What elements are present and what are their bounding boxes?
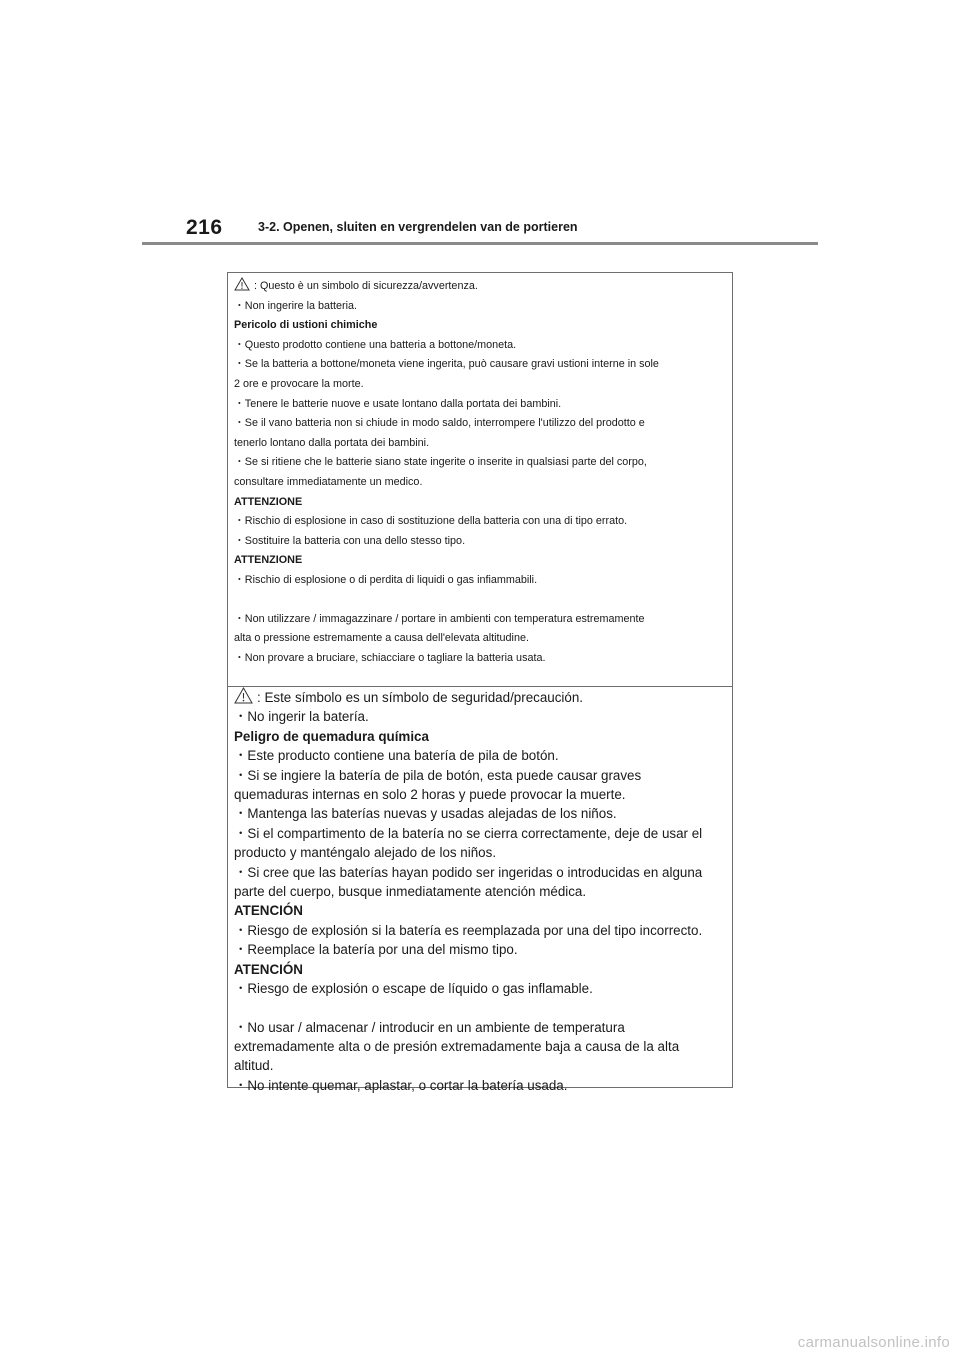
spanish-warning-section (228, 687, 732, 1093)
italian-text-line: ・Non utilizzare / immagazzinare / portare in ambienti con temperatura estremamente (234, 612, 645, 625)
italian-text-line: tenerlo lontano dalla portata dei bambini. (234, 436, 430, 449)
spanish-text-line: producto y manténgalo alejado de los niños. (234, 845, 497, 861)
italian-text-line: ATTENZIONE (234, 554, 303, 567)
italian-text-line: ・Se il vano batteria non si chiude in modo saldo, interrompere l'utilizzo del prodotto e (234, 417, 645, 430)
spanish-text-line: ・Riesgo de explosión si la batería es reemplazada por una del tipo incorrecto. (234, 922, 703, 938)
page-header (0, 212, 960, 246)
warning-triangle-icon (234, 687, 253, 704)
spanish-text-line: ・No ingerir la batería. (234, 709, 369, 725)
page-number: 216 (186, 216, 223, 239)
italian-text-line: ・Questo prodotto contiene una batteria a bottone/moneta. (234, 338, 517, 351)
spanish-symbol-line (234, 687, 726, 707)
spanish-text-line: Peligro de quemadura química (234, 728, 429, 744)
italian-text-line: ・Non provare a bruciare, schiacciare o tagliare la batteria usata. (234, 651, 546, 664)
italian-lines (234, 297, 726, 591)
spanish-text-line: ・No usar / almacenar / introducir en un ambiente de temperatura (234, 1019, 625, 1035)
spanish-text-line: ・Mantenga las baterías nuevas y usadas alejadas de los niños. (234, 806, 617, 822)
spanish-text-line: ・Si se ingiere la batería de pila de botón, esta puede causar graves (234, 767, 642, 783)
italian-text-line: ATTENZIONE (234, 495, 303, 508)
italian-text-line: ・Se la batteria a bottone/moneta viene ingerita, può causare gravi ustioni interne in sole (234, 358, 659, 371)
spanish-text-line: quemaduras internas en solo 2 horas y puede provocar la muerte. (234, 787, 626, 803)
italian-lines-after-gap (234, 610, 726, 669)
spanish-text-line: ・Riesgo de explosión o escape de líquido o gas inflamable. (234, 981, 593, 997)
italian-text-line: ・Rischio di esplosione o di perdita di liquidi o gas infiammabili. (234, 573, 538, 586)
italian-symbol-text: : Questo è un simbolo di sicurezza/avvertenza. (254, 280, 478, 292)
spanish-text-line: altitud. (234, 1058, 274, 1074)
spanish-text-line: ・No intente quemar, aplastar, o cortar la batería usada. (234, 1077, 568, 1093)
italian-text-line: consultare immediatamente un medico. (234, 475, 423, 488)
italian-text-line: alta o pressione estremamente a causa dell'elevata altitudine. (234, 632, 529, 645)
spanish-text-line: parte del cuerpo, busque inmediatamente atención médica. (234, 884, 587, 900)
spanish-gap (234, 999, 726, 1018)
battery-warning-box (227, 272, 733, 1093)
italian-warning-section (228, 273, 732, 686)
spanish-text-line: ATENCIÓN (234, 961, 303, 977)
italian-gap (234, 591, 726, 610)
italian-text-line: 2 ore e provocare la morte. (234, 377, 364, 390)
spanish-symbol-text: : Este símbolo es un símbolo de seguridad/precaución. (257, 690, 584, 705)
spanish-text-line: ・Reemplace la batería por una del mismo tipo. (234, 942, 518, 958)
italian-symbol-line (234, 277, 726, 297)
italian-text-line: ・Se si ritiene che le batterie siano state ingerite o inserite in qualsiasi parte del corpo, (234, 456, 647, 469)
italian-text-line: ・Non ingerire la batteria. (234, 299, 358, 312)
italian-text-line: ・Sostituire la batteria con una dello stesso tipo. (234, 534, 466, 547)
warning-triangle-icon (234, 277, 250, 291)
spanish-text-line: ・Si el compartimento de la batería no se cierra correctamente, deje de usar el (234, 825, 703, 841)
header-rule (142, 242, 818, 245)
spanish-lines-after-gap (234, 1018, 726, 1096)
section-title: 3-2. Openen, sluiten en vergrendelen van de portieren (258, 220, 578, 234)
spanish-text-line: ATENCIÓN (234, 903, 303, 919)
italian-text-line: Pericolo di ustioni chimiche (234, 319, 378, 332)
spanish-text-line: ・Este producto contiene una batería de pila de botón. (234, 748, 559, 764)
watermark: carmanualsonline.info (797, 1334, 950, 1351)
spanish-lines (234, 707, 726, 998)
italian-text-line: ・Rischio di esplosione in caso di sostituzione della batteria con una di tipo errato. (234, 515, 628, 528)
spanish-text-line: extremadamente alta o de presión extremadamente baja a causa de la alta (234, 1038, 680, 1054)
spanish-text-line: ・Si cree que las baterías hayan podido ser ingeridas o introducidas en alguna (234, 864, 703, 880)
italian-text-line: ・Tenere le batterie nuove e usate lontano dalla portata dei bambini. (234, 397, 562, 410)
